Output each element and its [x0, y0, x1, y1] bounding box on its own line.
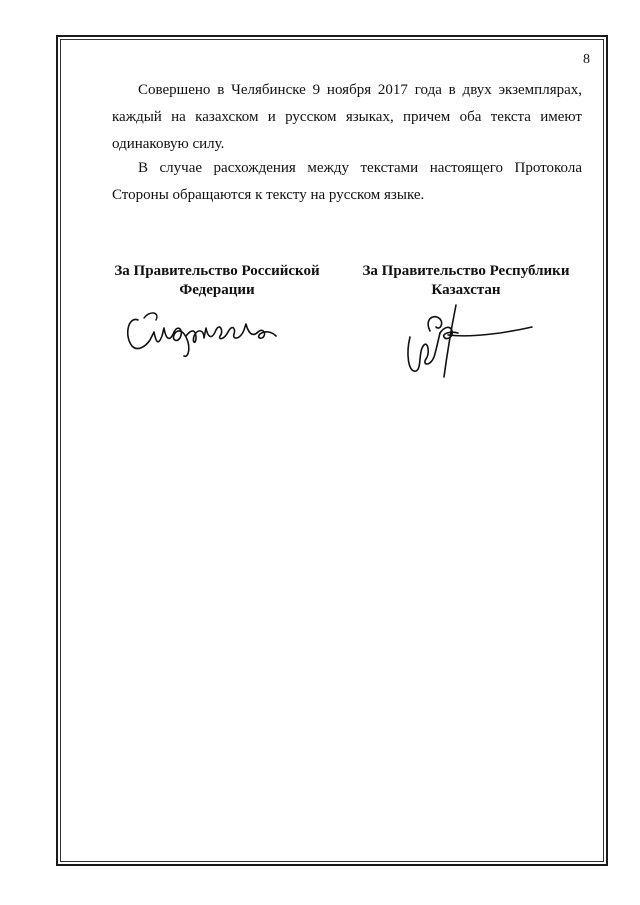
page-number: 8	[583, 52, 590, 67]
signatory-russia-line2: Федерации	[179, 282, 255, 298]
signatory-russia	[97, 262, 337, 300]
language-precedence-paragraph: В случае расхождения между текстами настоящего Протокола Стороны обращаются к тексту на русском языке.	[112, 160, 582, 203]
signature-kazakhstan-image	[400, 297, 540, 387]
signatory-kazakhstan-line2: Казахстан	[431, 282, 501, 298]
signatory-russia-line1: За Правительство Российской	[114, 263, 320, 279]
closing-paragraph: Совершено в Челябинске 9 ноября 2017 года в двух экземплярах, каждый на казахском и русском языках, причем оба текста имеют одинаковую силу.	[112, 82, 582, 152]
signatory-kazakhstan	[346, 262, 586, 300]
signatory-kazakhstan-line1: За Правительство Республики	[362, 263, 570, 279]
signature-russia-image	[120, 302, 280, 360]
